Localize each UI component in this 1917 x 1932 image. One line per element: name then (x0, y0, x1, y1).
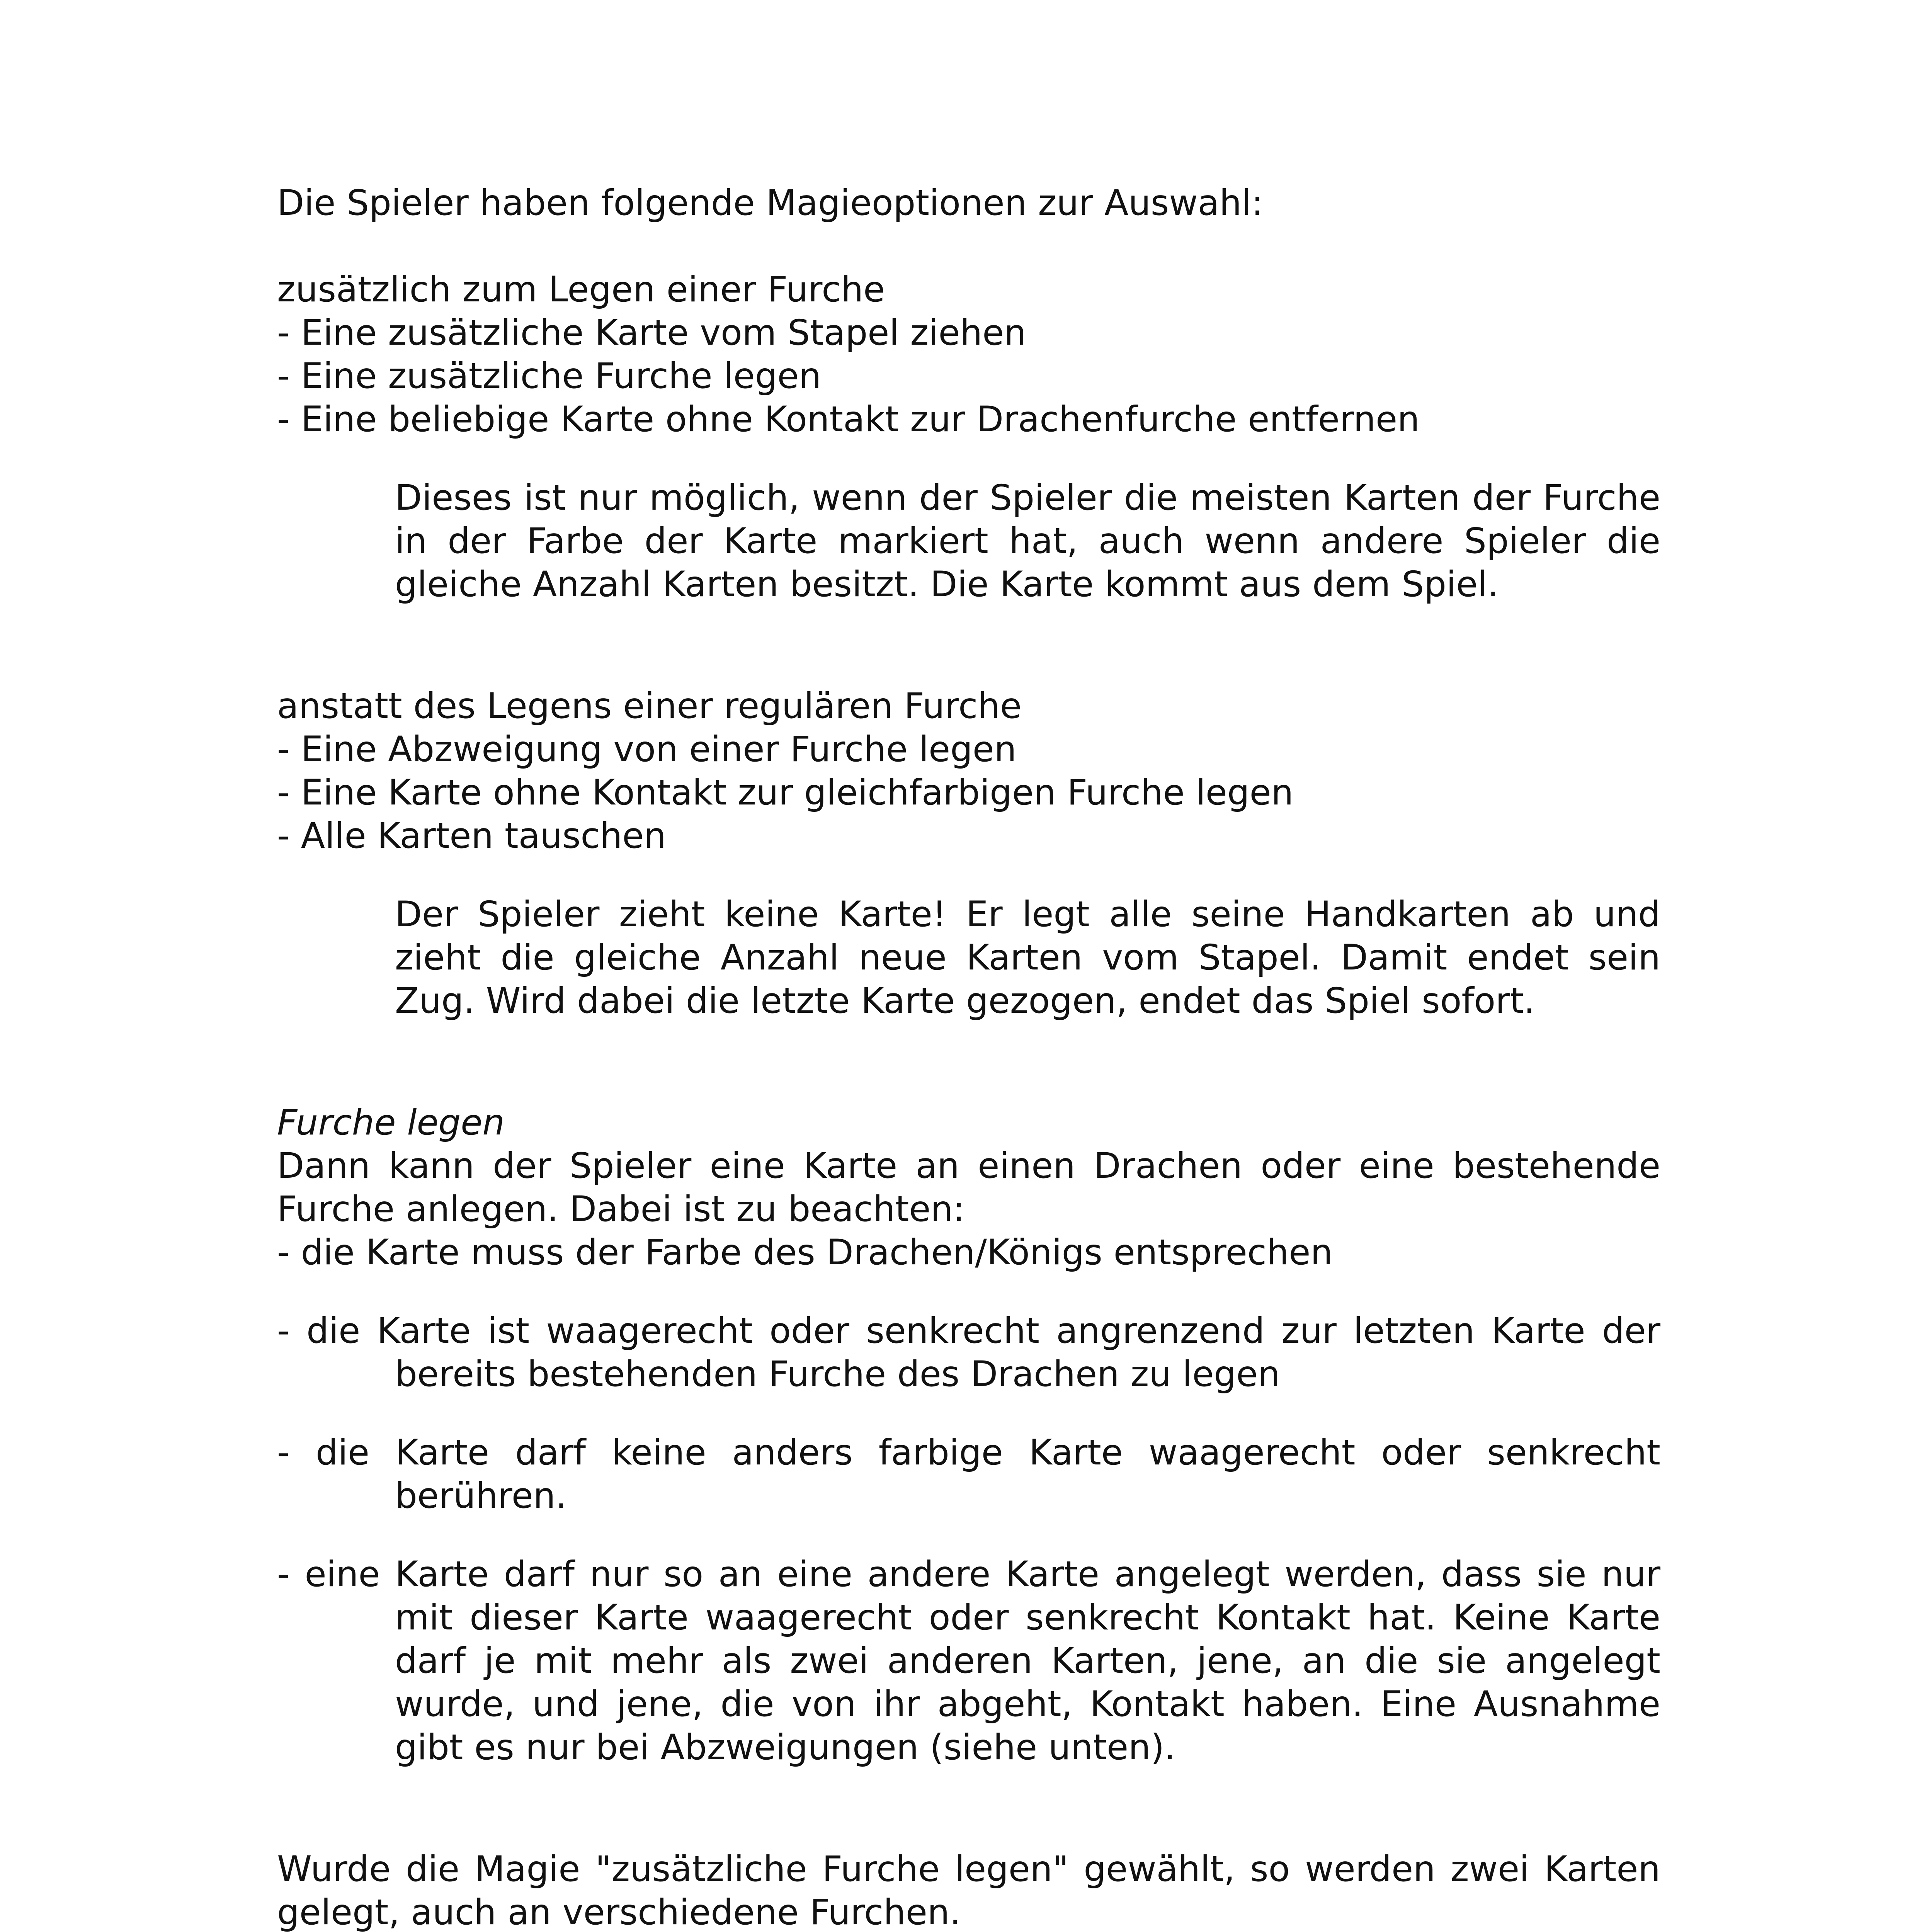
intro-text: Die Spieler haben folgende Magieoptionen zur Auswahl: (277, 183, 1264, 223)
rule-item: - eine Karte darf nur so an eine andere Karte angelegt werden, dass sie nur mit dieser Karte waagerecht oder senkrecht Kontakt hat. Keine Karte darf je mit mehr als zwei anderen Karten, jene, an die sie angelegt wurde, und jene, die von ihr abgeht, Kontakt haben. Eine Ausnahme gibt es nur bei Abzweigungen (siehe unten). (277, 1554, 1660, 1768)
spacer (277, 1804, 1660, 1848)
rule-item: - die Karte muss der Farbe des Drachen/Königs entsprechen (277, 1232, 1333, 1273)
spacer (277, 1058, 1660, 1101)
section-heading: Furche legen (277, 1102, 505, 1143)
paragraph: Wurde die Magie "zusätzliche Furche legen" gewählt, so werden zwei Karten gelegt, auch an verschiedene Furchen. (277, 1849, 1660, 1932)
list-item: - Eine Abzweigung von einer Furche legen (277, 729, 1017, 770)
section-intro: Dann kann der Spieler eine Karte an einen Drachen oder eine bestehende Furche anlegen. Dabei ist zu beachten: (277, 1146, 1660, 1230)
section-heading: zusätzlich zum Legen einer Furche (277, 269, 885, 310)
rule-item: - die Karte darf keine anders farbige Karte waagerecht oder senkrecht berühren. (277, 1432, 1660, 1516)
spacer (277, 225, 1660, 268)
spacer (277, 641, 1660, 685)
section-instead (277, 685, 1660, 1023)
list-item: - Eine Karte ohne Kontakt zur gleichfarbigen Furche legen (277, 772, 1294, 813)
rule-item: - die Karte ist waagerecht oder senkrecht angrenzend zur letzten Karte der bereits bestehenden Furche des Drachen zu legen (277, 1311, 1660, 1395)
list-item: - Eine zusätzliche Karte vom Stapel ziehen (277, 313, 1026, 353)
list-item: - Eine zusätzliche Furche legen (277, 356, 822, 396)
option-note: Der Spieler zieht keine Karte! Er legt alle seine Handkarten ab und zieht die gleiche Anzahl neue Karten vom Stapel. Damit endet sein Zug. Wird dabei die letzte Karte gezogen, endet das Spiel sofort. (395, 894, 1660, 1021)
list-item: - Alle Karten tauschen (277, 816, 666, 856)
list-item: - Eine beliebige Karte ohne Kontakt zur Drachenfurche entfernen (277, 399, 1420, 440)
section-heading: anstatt des Legens einer regulären Furche (277, 686, 1022, 726)
document-body (277, 182, 1660, 1932)
option-note: Dieses ist nur möglich, wenn der Spieler die meisten Karten der Furche in der Farbe der Karte markiert hat, auch wenn andere Spieler die gleiche Anzahl Karten besitzt. Die Karte kommt aus dem Spiel. (395, 478, 1660, 605)
section-furche-legen (277, 1101, 1660, 1769)
section-additional (277, 268, 1660, 606)
